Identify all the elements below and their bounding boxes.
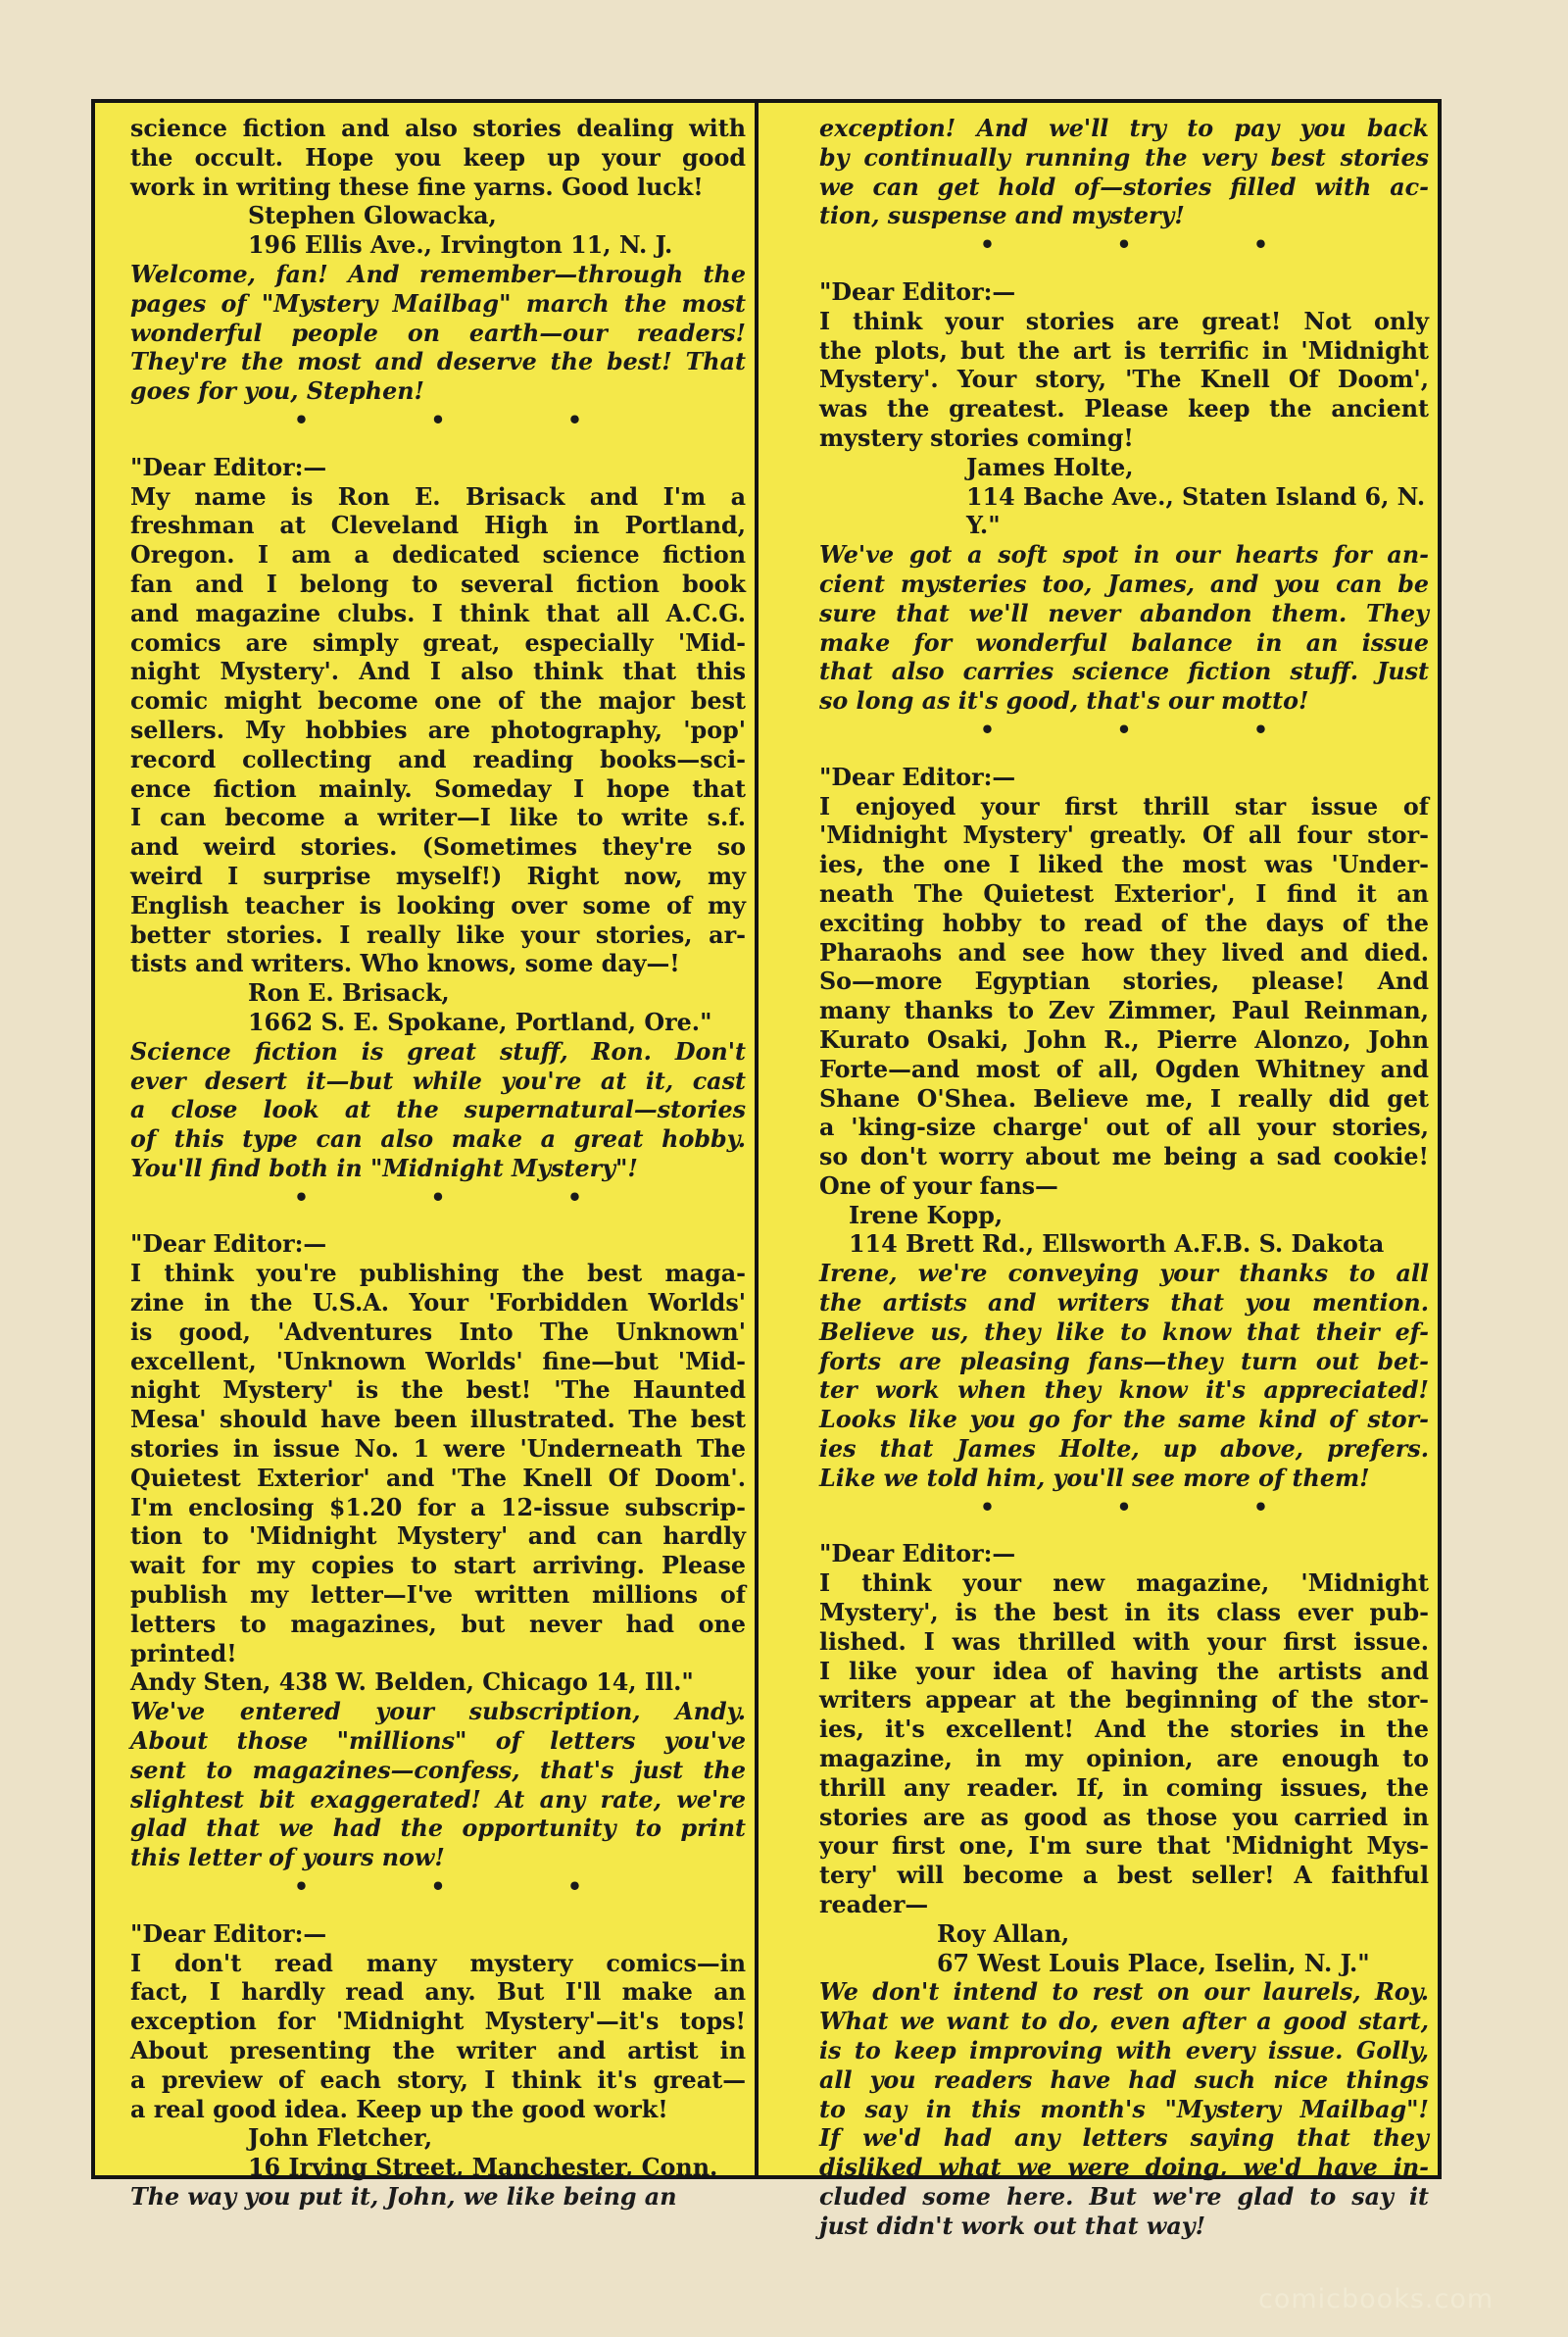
letter-text: reader— [819,1891,929,1919]
letter-text: many thanks to Zev Zimmer, Paul Reinman, [819,997,1429,1025]
editor-reply: sent to magazines—confess, that's just the [130,1756,746,1784]
letter-text: magazine, in my opinion, are enough to [819,1745,1429,1773]
letter-salutation: "Dear Editor:— [819,1540,1016,1568]
editor-reply: wonderful people on earth—our readers! [130,319,746,347]
letter-text: I like your idea of having the artists and [819,1657,1429,1685]
letter-text: freshman at Cleveland High in Portland, [130,512,746,540]
letter-signature: Roy Allan, [937,1919,1070,1948]
letter-text: Kurato Osaki, John R., Pierre Alonzo, John [819,1025,1429,1054]
letter-text: Mystery', is the best in its class ever pub- [819,1599,1429,1627]
letter-address: 67 West Louis Place, Iselin, N. J." [937,1949,1370,1977]
editor-reply: to say in this month's "Mystery Mailbag"! [819,2095,1429,2123]
letter-address: 114 Bache Ave., Staten Island 6, N. Y." [966,482,1426,540]
letter-address: 196 Ellis Ave., Irvington 11, N. J. [248,231,673,260]
letter-text: I'm enclosing $1.20 for a 12-issue subscrip- [130,1493,746,1521]
letter-text: English teacher is looking over some of my [130,891,746,920]
letter-text: night Mystery'. And I also think that this [130,658,746,686]
letter-text: comics are simply great, especially 'Mid- [130,628,746,657]
editor-reply: cient mysteries too, James, and you can be [819,570,1429,598]
editor-reply: ies that James Holte, up above, prefers. [819,1435,1429,1464]
letter-text: ies, the one I liked the most was 'Under- [819,851,1429,879]
editor-reply: About those "millions" of letters you've [130,1727,746,1756]
left-column [130,115,746,2213]
letter-text: publish my letter—I've written millions of [130,1581,746,1610]
letter-text: Mesa' should have been illustrated. The best [130,1406,746,1434]
letter-text: letters to magazines, but never had one [130,1610,746,1638]
editor-reply: glad that we had the opportunity to print [130,1815,746,1843]
letter-signature: Ron E. Brisack, [248,979,450,1008]
letter-text: weird I surprise myself!) Right now, my [130,862,746,890]
editor-reply: this letter of yours now! [130,1844,445,1872]
letter-text: One of your fans— [819,1171,1058,1200]
letter-text: neath The Quietest Exterior', I find it an [819,879,1429,908]
letter-text: Pharaohs and see how they lived and died. [819,938,1429,967]
editor-reply: make for wonderful balance in an issue [819,628,1429,657]
letter-text: I think your stories are great! Not only [819,307,1429,335]
editor-reply: tion, suspense and mystery! [819,202,1185,230]
letter-text: so don't worry about me being a sad cookie! [819,1143,1429,1171]
letter-text: writers appear at the beginning of the stor- [819,1686,1429,1715]
letter-text: I think you're publishing the best maga- [130,1260,746,1288]
editor-reply: by continually running the very best stories [819,143,1429,172]
letter-salutation: "Dear Editor:— [819,763,1016,791]
letter-text: ence fiction mainly. Someday I hope that [130,774,746,803]
letter-text: printed! [130,1639,237,1667]
separator-dots: • • • [979,716,1326,744]
letter-text: work in writing these fine yarns. Good luck! [130,173,704,201]
letter-text: the plots, but the art is terrific in 'Midnight [819,336,1429,365]
letter-text: a 'king-size charge' out of all your stories, [819,1114,1429,1142]
letter-text: and weird stories. (Sometimes they're so [130,833,746,862]
letter-signature: Irene Kopp, [849,1201,1004,1229]
letter-text: Forte—and most of all, Ogden Whitney and [819,1055,1429,1083]
letter-text: fact, I hardly read any. But I'll make an [130,1978,746,2007]
editor-reply: so long as it's good, that's our motto! [819,687,1309,716]
editor-reply: we can get hold of—stories filled with ac- [819,173,1429,201]
letter-text: the occult. Hope you keep up your good [130,143,746,172]
editor-reply: Believe us, they like to know that their ef- [819,1318,1429,1346]
letter-text: a real good idea. Keep up the good work! [130,2095,668,2123]
editor-reply: disliked what we were doing, we'd have in- [819,2154,1429,2182]
letter-text: mystery stories coming! [819,423,1134,452]
letter-text: exciting hobby to read of the days of the [819,909,1429,937]
letter-text: stories are as good as those you carried in [819,1803,1429,1831]
editor-reply: The way you put it, John, we like being an [130,2182,677,2211]
editor-reply: that also carries science fiction stuff. Just [819,658,1429,686]
right-column [819,115,1429,2242]
separator-dots: • • • [979,231,1326,260]
letter-text: I can become a writer—I like to write s.f. [130,804,746,832]
letter-salutation: "Dear Editor:— [819,277,1016,306]
editor-reply: They're the most and deserve the best! That [130,348,746,376]
editor-reply: exception! And we'll try to pay you back [819,115,1429,142]
editor-reply: We don't intend to rest on our laurels, Roy. [819,1978,1429,2007]
editor-reply: If we'd had any letters saying that they [819,2124,1429,2153]
separator-dots: • • • [293,406,640,434]
letter-text: tion to 'Midnight Mystery' and can hardly [130,1522,746,1551]
editor-reply: Irene, we're conveying your thanks to all [819,1260,1429,1288]
letter-text: fan and I belong to several fiction book [130,570,746,598]
letter-text: exception for 'Midnight Mystery'—it's tops! [130,2008,746,2036]
letter-text: stories in issue No. 1 were 'Underneath The [130,1435,746,1464]
letter-text: I enjoyed your first thrill star issue of [819,792,1429,820]
editor-reply: ter work when they know it's appreciated! [819,1376,1429,1405]
letter-text: Mystery'. Your story, 'The Knell Of Doom', [819,366,1429,394]
letter-text: night Mystery' is the best! 'The Haunted [130,1376,746,1405]
letter-text: My name is Ron E. Brisack and I'm a [130,482,746,511]
watermark: comicbooks.com [1258,2284,1494,2314]
separator-dots: • • • [293,1873,640,1902]
letter-text: sellers. My hobbies are photography, 'pop' [130,716,746,744]
letter-text: is good, 'Adventures Into The Unknown' [130,1318,746,1346]
letter-text: About presenting the writer and artist in [130,2037,746,2064]
letter-text: So—more Egyptian stories, please! And [819,968,1429,996]
letter-text: tists and writers. Who knows, some day—! [130,950,680,978]
letter-salutation: "Dear Editor:— [130,1230,327,1259]
editor-reply: slightest bit exaggerated! At any rate, we're [130,1785,746,1814]
letter-text: lished. I was thrilled with your first issue. [819,1627,1429,1656]
editor-reply: Welcome, fan! And remember—through the [130,260,746,288]
letter-address: 114 Brett Rd., Ellsworth A.F.B. S. Dakota [849,1230,1385,1259]
editor-reply: all you readers have had such nice things [819,2065,1429,2094]
letter-text: zine in the U.S.A. Your 'Forbidden Worlds' [130,1289,746,1318]
letter-text: Oregon. I am a dedicated science fiction [130,541,746,570]
letter-signature: Stephen Glowacka, [248,202,497,230]
editor-reply: We've got a soft spot in our hearts for an- [819,541,1429,570]
editor-reply: the artists and writers that you mention. [819,1289,1429,1318]
letter-text: Quietest Exterior' and 'The Knell Of Doom'. [130,1464,746,1492]
letter-text: Shane O'Shea. Believe me, I really did get [819,1084,1429,1113]
editor-reply: Science fiction is great stuff, Ron. Don't [130,1037,746,1066]
letter-signature: Andy Sten, 438 W. Belden, Chicago 14, Ill." [130,1668,694,1697]
letter-text: your first one, I'm sure that 'Midnight Mys- [819,1832,1429,1861]
column-divider [755,99,759,2179]
editor-reply: Like we told him, you'll see more of them! [819,1464,1370,1492]
letter-address: 16 Irving Street, Manchester, Conn. [248,2154,718,2182]
letter-text: tery' will become a best seller! A faithful [819,1862,1429,1890]
letter-text: better stories. I really like your stories, ar- [130,920,746,949]
editor-reply: cluded some here. But we're glad to say it [819,2182,1429,2211]
letter-text: I think your new magazine, 'Midnight [819,1569,1429,1598]
editor-reply: What we want to do, even after a good start, [819,2008,1429,2036]
letter-text: excellent, 'Unknown Worlds' fine—but 'Mid- [130,1347,746,1375]
editor-reply: ever desert it—but while you're at it, cast [130,1067,746,1095]
letter-signature: James Holte, [966,453,1134,481]
separator-dots: • • • [979,1493,1326,1521]
letter-text: and magazine clubs. I think that all A.C.G. [130,599,746,627]
editor-reply: is to keep improving with every issue. Golly, [819,2037,1429,2064]
letter-text: science fiction and also stories dealing with [130,115,746,142]
editor-reply: sure that we'll never abandon them. They [819,599,1429,627]
letter-text: thrill any reader. If, in coming issues, the [819,1773,1429,1802]
letter-text: comic might become one of the major best [130,687,746,716]
editor-reply: just didn't work out that way! [819,2212,1206,2240]
letter-signature: John Fletcher, [248,2124,433,2153]
editor-reply: You'll find both in "Midnight Mystery"! [130,1154,638,1182]
letter-text: 'Midnight Mystery' greatly. Of all four stor- [819,821,1429,850]
editor-reply: pages of "Mystery Mailbag" march the most [130,289,746,318]
editor-reply: We've entered your subscription, Andy. [130,1698,746,1726]
letter-address: 1662 S. E. Spokane, Portland, Ore." [248,1008,712,1036]
letter-text: wait for my copies to start arriving. Please [130,1552,746,1580]
editor-reply: Looks like you go for the same kind of stor- [819,1406,1429,1434]
editor-reply: forts are pleasing fans—they turn out bet- [819,1347,1429,1375]
letter-salutation: "Dear Editor:— [130,453,327,481]
letter-text: I don't read many mystery comics—in [130,1949,746,1977]
letter-text: ies, it's excellent! And the stories in the [819,1715,1429,1744]
letter-salutation: "Dear Editor:— [130,1919,327,1948]
letter-text: a preview of each story, I think it's great— [130,2065,746,2094]
editor-reply: goes for you, Stephen! [130,377,424,406]
letter-text: was the greatest. Please keep the ancient [819,395,1429,423]
editor-reply: of this type can also make a great hobby. [130,1125,746,1154]
separator-dots: • • • [293,1183,640,1212]
letter-text: record collecting and reading books—sci- [130,745,746,773]
editor-reply: a close look at the supernatural—stories [130,1096,746,1124]
